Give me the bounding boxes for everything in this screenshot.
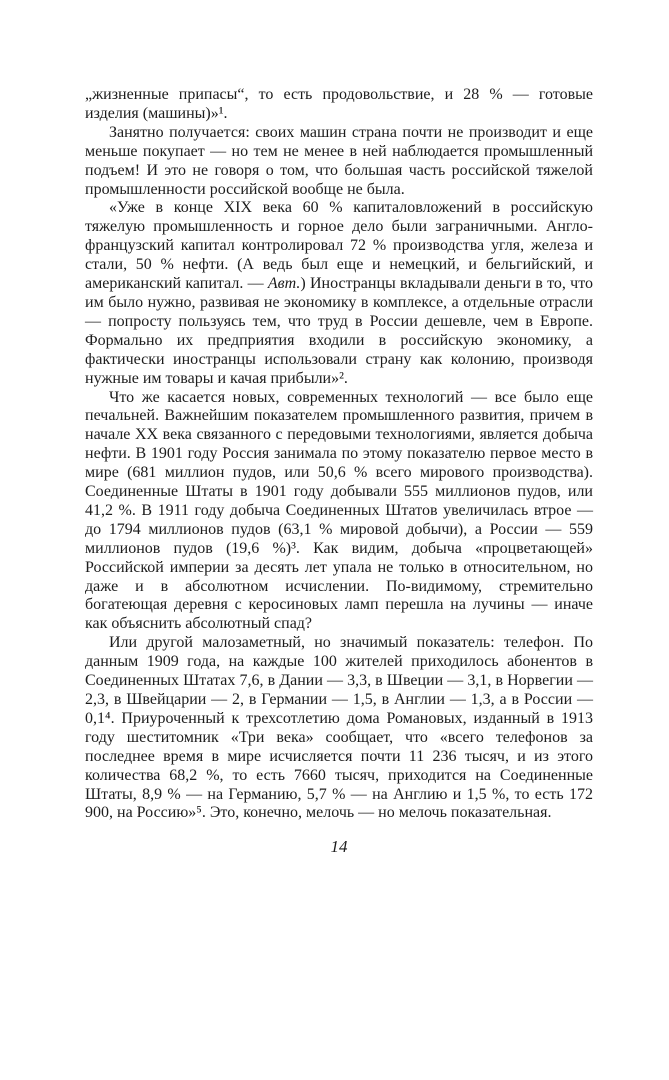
text-block bbox=[85, 86, 593, 823]
paragraph: Что же касается новых, современных технологий — все было еще печальней. Важнейшим показателем промышленного развития, причем в начале XX века связанного с передовыми технологиями, является добыча нефти. В 1901 году Россия занимала по этому показателю первое место в мире (681 миллион пудов, или 50,6 % всего мирового производства). Соединенные Штаты в 1901 году добывали 555 миллионов пудов, или 41,2 %. В 1911 году добыча Соединенных Штатов увеличилась втрое — до 1794 миллионов пудов (63,1 % мировой добычи), а России — 559 миллионов пудов (19,6 %)³. Как видим, добыча «процветающей» Российской империи за десять лет упала не только в относительном, но даже и в абсолютном исчислении. По-видимому, стремительно богатеющая деревня с керосиновых ламп перешла на лучины — иначе как объяснить абсолютный спад? bbox=[85, 388, 593, 633]
paragraph-continuation: „жизненные припасы“, то есть продовольствие, и 28 % — готовые изделия (машины)»¹. bbox=[85, 86, 593, 122]
quote-text-before: «Уже в конце XIX века 60 % капиталовложений в российскую тяжелую промышленность и горное дело были заграничными. Англо-французский капитал контролировал 72 % производства угля, железа и стали, 50 % нефти. (А ведь был еще и немецкий, и бельгийский, и американский капитал. — bbox=[85, 199, 593, 293]
page-number: 14 bbox=[330, 837, 348, 857]
paragraph: Занятно получается: своих машин страна почти не производит и еще меньше покупает — но тем не менее в ней наблюдается промышленный подъем! И это не говоря о том, что большая часть российской тяжелой промышленности российской вообще не была. bbox=[85, 123, 593, 198]
paragraph: Или другой малозаметный, но значимый показатель: телефон. По данным 1909 года, на каждые 100 жителей приходилось абонентов в Соединенных Штатах 7,6, в Дании — 3,3, в Швеции — 3,1, в Норвегии — 2,3, в Швейцарии — 2, в Германии — 1,5, в Англии — 1,3, а в России — 0,1⁴. Приуроченный к трехсотлетию дома Романовых, изданный в 1913 году шеститомник «Три века» сообщает, что «всего телефонов за последнее время в мире исчисляется почти 11 236 тысяч, и из этого количества 68,2 %, то есть 7660 тысяч, приходится на Соединенные Штаты, 8,9 % — на Германию, 5,7 % — на Англию и 1,5 %, то есть 172 900, на Россию»⁵. Это, конечно, мелочь — но мелочь показательная. bbox=[85, 634, 593, 822]
author-note: Авт. bbox=[267, 275, 301, 293]
quote-text-after: ) Иностранцы вкладывали деньги в то, что им было нужно, развивая не экономику в комплексе, а отдельные отрасли — попросту пользуясь тем, что труд в России дешевле, чем в Европе. Формально их предприятия входили в российскую экономику, а фактически иностранцы использовали страну как колонию, производя нужные им товары и качая прибыли»². bbox=[85, 275, 594, 387]
paragraph-with-author-note bbox=[85, 199, 593, 388]
